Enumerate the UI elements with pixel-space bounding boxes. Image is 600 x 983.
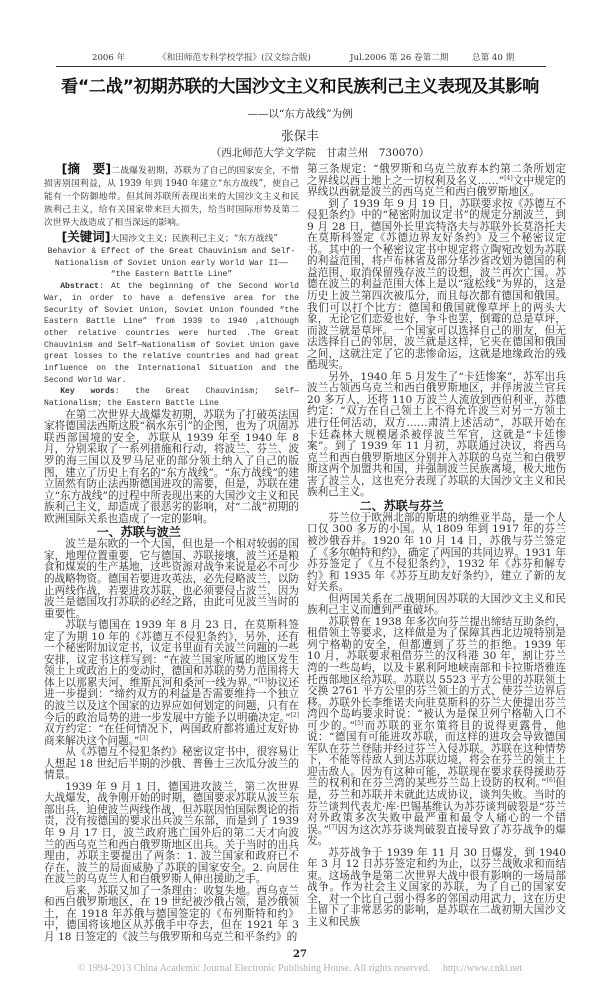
text-run: 但两国关系在二战期间因苏联的大国沙文主义和民族利己主义而遭到严重破坏。 xyxy=(307,592,566,617)
abstract-label: [摘 要] xyxy=(61,161,112,176)
body-paragraph xyxy=(307,199,566,372)
citation-ref: [7] xyxy=(328,823,338,831)
citation-ref: [4] xyxy=(504,174,513,182)
text-run: 第三条规定：“俄罗斯和乌克兰放弃本约第二条所划定之界线以西土地上之一切权利及名义……” xyxy=(307,163,566,187)
text-run: 协议还进一步提到：“缔约双方的利益是否需要维持一个独立的波兰以及这个国家的边界应如何划定的问题，只有在今后的政治局势的进一步发展中方能予以明确决定。” xyxy=(44,676,299,724)
body-paragraph xyxy=(44,747,299,782)
text-run: 后来，苏联又加了一条理由：收复失地。西乌克兰和西白俄罗斯地区，在 19 世纪被沙俄占领，是沙俄领土，在 1918 年苏俄与德国签定的《布列斯特和约》中，德国将该地区从苏俄手中夺去，但在 1921 年 3 月 18 日签定的《波兰与俄罗斯和乌克兰和平条约》的 xyxy=(44,884,299,943)
body-paragraph xyxy=(307,164,566,199)
author: 张保丰 xyxy=(281,128,319,143)
right-body xyxy=(307,164,566,929)
english-title: Behavior & Effect of the Great Chauvinism and Self-Nationalism of Soviet Union early World War II—— “the Eastern Battle Line” xyxy=(47,247,296,280)
text-run: 文中规定的界线以西就是波兰的西乌克兰和西白俄罗斯地区。 xyxy=(307,174,566,199)
body-paragraph xyxy=(307,848,566,929)
body-paragraph xyxy=(44,410,299,525)
body-paragraph xyxy=(307,617,566,848)
text-run: 芬兰位于欧洲北部的斯堪的纳维亚半岛，是一个人口仅 300 多万的小国。从 1809 年到 1917 年的芬兰被沙俄吞并。1920 年 10 月 14 日，苏俄与芬兰签定了《多尔帕特和约》，确定了两国的共同边界。1931 年苏芬签定了《互不侵犯条约》，1932 年《苏芬和解专约》和 1935 年《苏芬互助友好条约》，建立了新的友好关系。 xyxy=(307,511,566,594)
body-paragraph xyxy=(44,886,299,944)
section-heading: 一、苏联与波兰 xyxy=(96,525,181,540)
section-heading: 二、苏联与芬兰 xyxy=(359,498,444,513)
body-paragraph xyxy=(307,372,566,499)
english-abstract-text: : At the beginning of the Second World War, in order to have a defensive area for the Security of Soviet Union, Soviet Union founded “the Eastern Battle Line” from 1939 to 1940 ,although other relative countries were hurted .The Great Chauvinism and Self—Nationalism of Soviet Union gave great losses to the relative countries and had great influence on the International Situation and the Second World War. xyxy=(44,282,299,385)
page-number: 27 xyxy=(293,949,307,961)
header-issue: Jul.2006 第 26 卷第二期 xyxy=(350,53,449,63)
keywords-cn xyxy=(44,230,299,246)
english-keywords-text: : the Great Chauvinism; Self—Nationalism; the Eastern Battle Line xyxy=(44,387,299,409)
body-paragraph xyxy=(307,513,566,594)
body-paragraph xyxy=(44,539,299,620)
text-run: 到了 1939 年 9 月 19 日，苏联要求按《苏德互不侵犯条约》中的“秘密附加议定书”的规定分割波兰，到 9 月 28 日，德国外长里宾特洛夫与苏联外长莫洛托夫在莫斯科签定《苏德边界友好条约》及三个秘密议定书。其中的一个秘密议定书中规定将立陶宛改划为苏联的利益范围，将卢布林省及部分华沙省改划为德国的利益范围，取消保留残存波兰的设想，波兰再次亡国。苏德在波兰的利益范围大体上是以“寇松线”为界的，这是历史上波兰第四次被瓜分，而且每次都有德国和俄国。我们可以打个比方：德国和俄国就像草坪上的两头大象，无论它们恋爱也好，争斗也罢，倒霉的总是草坪，而波兰就是草坪。一个国家可以选择自己的朋友，但无法选择自己的邻居，波兰就是这样，它夹在德国和俄国之间，这就注定了它的悲惨命运，这就是地缘政治的残酷现实。 xyxy=(307,197,566,372)
body-paragraph xyxy=(44,782,299,886)
abstract-text: 二战爆发初期，苏联为了自己的国家安全，不惜损害别国利益，从 1939 年到 1940 年建立“东方战线”，使自己能有一个防御地带。但其间苏联所表现出来的大国沙文主义和民族利己主义，给有关国家带来巨大损失，给当时国际形势及第二次世界大战造成了相当深远的影响。 xyxy=(44,166,299,228)
body-paragraph xyxy=(44,620,299,747)
english-keywords xyxy=(44,386,299,409)
paper-subtitle: ——以“东方战线”为例 xyxy=(247,108,353,120)
english-abstract xyxy=(44,281,299,386)
text-run: 苏芬战争于 1939 年 11 月 30 日爆发，到 1940 年 3 月 12 日苏芬签定和约为止，以芬兰战败求和而结束。这场战争是第二次世界大战中很有影响的一场局部战争。作为社会主义国家的苏联，为了自己的国家安全，对一个比自己弱小得多的邻国动用武力，这在历史上留下了非常恶劣的影响，是苏联在二战初期大国沙文主义和民族 xyxy=(307,846,566,928)
english-abstract-label: Abstract xyxy=(60,282,100,292)
text-run: 因为这次苏芬谈判破裂直接导致了苏芬战争的爆发。 xyxy=(307,823,566,848)
two-column-body xyxy=(0,162,600,943)
text-run: 从《苏德互不侵犯条约》秘密议定书中，很容易让人想起 18 世纪后半期的沙俄、普鲁士三次瓜分波兰的情景。 xyxy=(44,746,299,782)
header-rule xyxy=(56,66,546,67)
abstract-cn xyxy=(44,162,299,230)
affiliation: （西北师范大学文学院 甘肃兰州 730070） xyxy=(210,147,430,159)
keywords-label: [关键词] xyxy=(61,229,111,244)
text-run: 苏联与德国在 1939 年 8 月 23 日，在莫斯科签定了为期 10 年的《苏德互不侵犯条约》，另外，还有一个秘密附加议定书，议定书里面有关波兰问题的一些安排，议定书这样写到：“在波兰国家所属的地区发生领土上或政治上的变动时，德国和苏联的势力范围将大体上以那累夫河、维斯瓦河和桑河一线为界。” xyxy=(44,619,299,689)
text-run: 而苏联的亚尔策将目的说得更露骨，他说：“德国有可能进攻苏联，而这样的进攻会导致德国军队在芬兰登陆并经过芬兰入侵苏联。苏联在这种情势下，不能等待敌人到达苏联边境，将会在芬兰的领土上迎击敌人。因为有这种可能，苏联现在要求获得援助芬兰的权利和在芬兰湾的某些芬兰岛上设防的权利。” xyxy=(307,719,566,790)
citation-ref: [3] xyxy=(139,734,148,742)
text-run: 双方约定：“在任何情况下，两国政府都将通过友好协商来解决这个问题。” xyxy=(44,723,299,747)
header-journal: 《和田师范专科学校学报》(汉文综合版) xyxy=(158,53,311,63)
citation-ref: [1] xyxy=(258,676,267,684)
running-header xyxy=(0,52,600,65)
header-year: 2006 年 xyxy=(92,53,126,63)
text-run: 1939 年 9 月 1 日，德国进攻波兰，第二次世界大战爆发，战争刚开始的时期，德国要求苏联从波兰东部出兵，迫使波兰两线作战，但苏联因怕国际舆论的指责，没有按德国的要求出兵波兰东部，而是到了 1939 年 9 月 17 日，波兰政府逃亡国外后的第二天才向波兰的西乌克兰和西白俄罗斯地区出兵。关于当时的出兵理由，苏联主要提出了两条：1. 波兰国家和政府已不存在，波兰的局面威胁了苏联的国家安全。2. 向居住在波兰的乌克兰人和白俄罗斯人伸出援助之手。 xyxy=(44,780,299,886)
left-body xyxy=(44,410,299,944)
citation-ref: [5] xyxy=(354,719,364,727)
citation-ref: [6] xyxy=(546,777,556,785)
text-run: 波兰是东欧的一个大国，但也是一个相对较弱的国家，地理位置重要，它与德国、苏联接壤，波兰还是粮食和煤炭的生产基地，这些资源对战争来说是必不可少的战略物资。德国若要进攻英法，必先侵略波兰，以防止两线作战，若要进攻苏联，也必须要侵占波兰，因为波兰是德国攻打苏联的必经之路，由此可见波兰当时的重要性。 xyxy=(44,538,299,620)
body-paragraph xyxy=(307,594,566,617)
copyright-footer: © 1994-2013 China Academic Journal Electronic Publishing House. All rights reserved. http://www.cnki.net xyxy=(77,963,523,975)
text-run: 另外，1940 年 5 月发生了“卡廷惨案”，苏军出兵波兰占领西乌克兰和西白俄罗斯地区，并俘虏波兰官兵 20 多万人，还将 110 万波兰人流放到西伯利亚，苏德约定：“双方在自己领土上不得允许波兰对另一方领土进行任何活动，双方……肃清上述活动”，苏联开始在卡廷森林大规模屠杀被俘波兰军官，这就是“卡廷惨案”。到了 1939 年 11 月初，苏联通过决议，将西乌克兰和西白俄罗斯地区分别并入苏联的乌克兰和白俄罗斯这两个加盟共和国，并强制波兰民族离境，极大地伤害了波兰人，这也充分表现了苏联的大国沙文主义和民族利己主义。 xyxy=(307,370,566,499)
english-keywords-label: Key words xyxy=(60,387,115,397)
text-run: 在第二次世界大战爆发初期，苏联为了打破英法国家将德国法西斯这股“祸水东引”的企图，也为了巩固苏联西部国境的安全，苏联从 1939 年至 1940 年 8 月，分别采取了一系列措施和行动，将波兰、芬兰、波罗的海三国以及罗马尼亚的部分领土纳入了自己的版图，建立了历史上有名的“东方战线”。“东方战线”的建立固然有防止法西斯德国进攻的需要，但是，苏联在建立“东方战线”的过程中所表现出来的大国沙文主义和民族利己主义，却造成了很恶劣的影响，对“二战”初期的欧洲国际关系也造成了一定的影响。 xyxy=(44,408,299,525)
keywords-text: 大国沙文主义；民族利己主义；“东方战线” xyxy=(110,234,278,244)
paper-title: 看“二战”初期苏联的大国沙文主义和民族利己主义表现及其影响 xyxy=(61,77,539,97)
right-column xyxy=(307,162,566,929)
left-column xyxy=(44,162,299,943)
header-total: 总第 40 期 xyxy=(472,53,515,63)
citation-ref: [2] xyxy=(290,711,299,719)
text-run: 苏联曾在 1938 年多次向芬兰提出缔结互助条约，租借领土等要求，这样做是为了保障其西北边境特别是列宁格勒的安全，但都遭到了芬兰的拒绝。1939 年 10 月，苏联要求租借芬兰的汉科港 30 年，割让芬兰湾的一些岛屿，以及卡累利阿地峡南部和卡拉斯塔雅连托西部地区给苏联。苏联以 5523 平方公里的苏联领土交换 2761 平方公里的芬兰领土的方式，使芬兰边界后移。苏联外长李维诺夫向驻莫斯科的芬兰大使提出芬兰湾四个岛屿要求时说：“被认为是保卫列宁格勒入口不可少的。” xyxy=(307,615,566,732)
text-run: 但是，芬兰和苏联并未就此达成协议，谈判失败。当时的芬兰谈判代表尤·库·巴锡基维认为苏芬谈判破裂是“芬兰对外政策多次失败中最严重和最令人痛心的一个错误。” xyxy=(307,777,566,836)
